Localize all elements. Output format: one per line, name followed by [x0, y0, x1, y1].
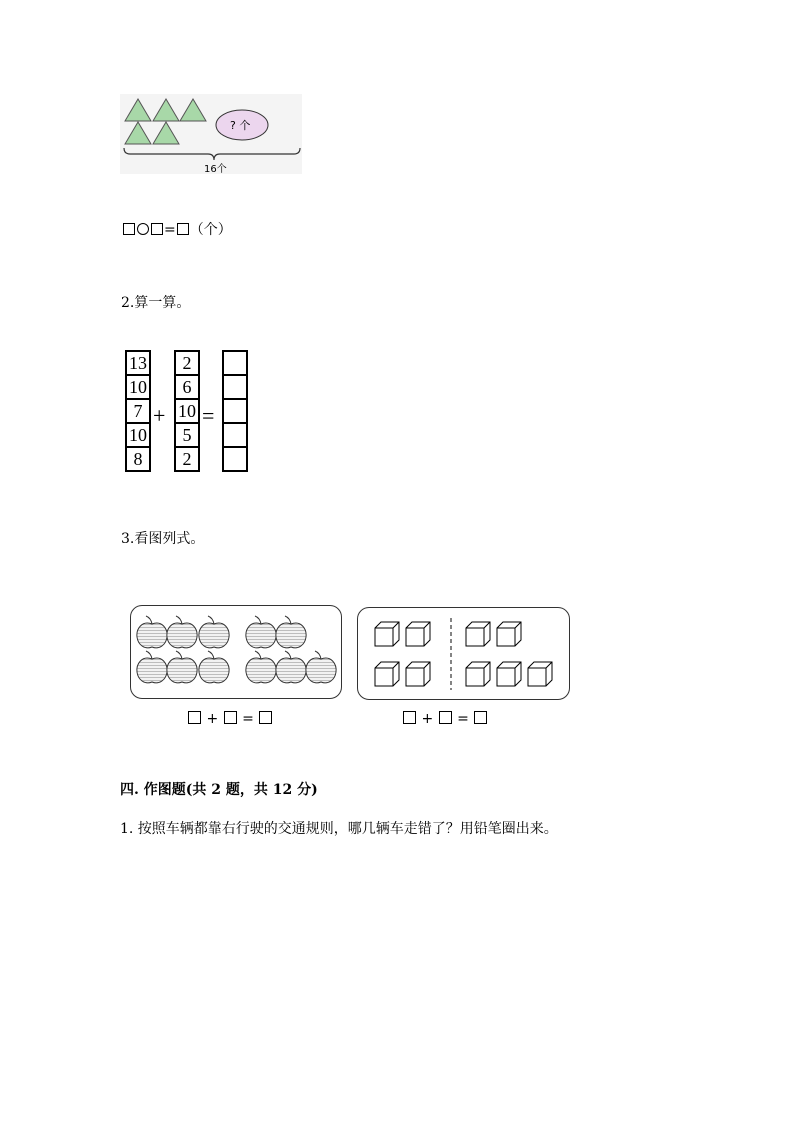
cube-icon	[497, 622, 521, 646]
answer-box[interactable]	[224, 711, 237, 724]
apple-icon	[246, 616, 276, 648]
cube-icon	[466, 662, 490, 686]
answer-box[interactable]	[439, 711, 452, 724]
apple-icon	[137, 616, 167, 648]
apple-icon	[306, 651, 336, 683]
equals-sign: =	[457, 711, 469, 727]
apple-icon	[137, 651, 167, 683]
plus-sign: +	[421, 711, 434, 727]
answer-cell[interactable]	[222, 374, 248, 400]
addend-cell: 8	[125, 446, 151, 472]
column-first-addends	[125, 352, 151, 472]
cubes-equation	[402, 711, 488, 727]
answer-box[interactable]	[259, 711, 272, 724]
answer-cell[interactable]	[222, 422, 248, 448]
triangle-figure	[120, 94, 302, 174]
apple-icon	[276, 651, 306, 683]
addend-cell: 10	[174, 398, 200, 424]
addend-cell: 10	[125, 374, 151, 400]
total-label: 16个	[204, 164, 227, 175]
plus-sign: +	[153, 403, 166, 428]
answer-cell[interactable]	[222, 446, 248, 472]
answer-box[interactable]	[151, 223, 163, 235]
answer-box[interactable]	[474, 711, 487, 724]
operator-circle[interactable]	[137, 223, 149, 235]
answer-box[interactable]	[403, 711, 416, 724]
apples-drawing	[131, 606, 343, 700]
cubes-drawing	[358, 608, 571, 701]
addend-cell: 7	[125, 398, 151, 424]
q3-title: 3.看图列式。	[121, 531, 205, 547]
triangle-shape	[153, 122, 179, 144]
cube-icon	[406, 662, 430, 686]
cube-icon	[375, 662, 399, 686]
addend-cell: 2	[174, 446, 200, 472]
apple-icon	[199, 616, 229, 648]
equals-sign: =	[202, 403, 215, 428]
addend-cell: 6	[174, 374, 200, 400]
section4-question-1: 1. 按照车辆都靠右行驶的交通规则，哪几辆车走错了？用铅笔圈出来。	[120, 821, 558, 837]
apple-icon	[167, 616, 197, 648]
equals-sign: =	[164, 222, 176, 238]
addend-cell: 2	[174, 350, 200, 376]
answer-box[interactable]	[177, 223, 189, 235]
addend-cell: 10	[125, 422, 151, 448]
q1-equation	[122, 219, 232, 239]
answer-cell[interactable]	[222, 398, 248, 424]
cube-icon	[528, 662, 552, 686]
cube-icon	[406, 622, 430, 646]
answer-box[interactable]	[123, 223, 135, 235]
cube-icon	[497, 662, 521, 686]
answer-box[interactable]	[188, 711, 201, 724]
addend-cell: 5	[174, 422, 200, 448]
apple-icon	[276, 616, 306, 648]
cube-icon	[466, 622, 490, 646]
apple-icon	[167, 651, 197, 683]
triangle-shape	[125, 99, 151, 121]
section-heading: 四. 作图题(共 2 题，共 12 分)	[120, 782, 318, 798]
apple-icon	[199, 651, 229, 683]
unit-label: （个）	[189, 222, 232, 238]
answer-cell[interactable]	[222, 350, 248, 376]
apples-equation	[187, 711, 273, 727]
apple-icon	[246, 651, 276, 683]
addend-cell: 13	[125, 350, 151, 376]
bubble-label: ? 个	[230, 119, 251, 132]
cubes-panel	[357, 607, 570, 700]
plus-sign: +	[206, 711, 219, 727]
q2-title: 2.算一算。	[121, 295, 191, 311]
total-brace	[124, 148, 300, 160]
apples-panel	[130, 605, 342, 699]
triangle-shape	[125, 122, 151, 144]
triangle-shape	[153, 99, 179, 121]
cube-icon	[375, 622, 399, 646]
column-answers	[222, 352, 248, 472]
triangle-shape	[180, 99, 206, 121]
column-second-addends	[174, 352, 200, 472]
equals-sign: =	[242, 711, 254, 727]
